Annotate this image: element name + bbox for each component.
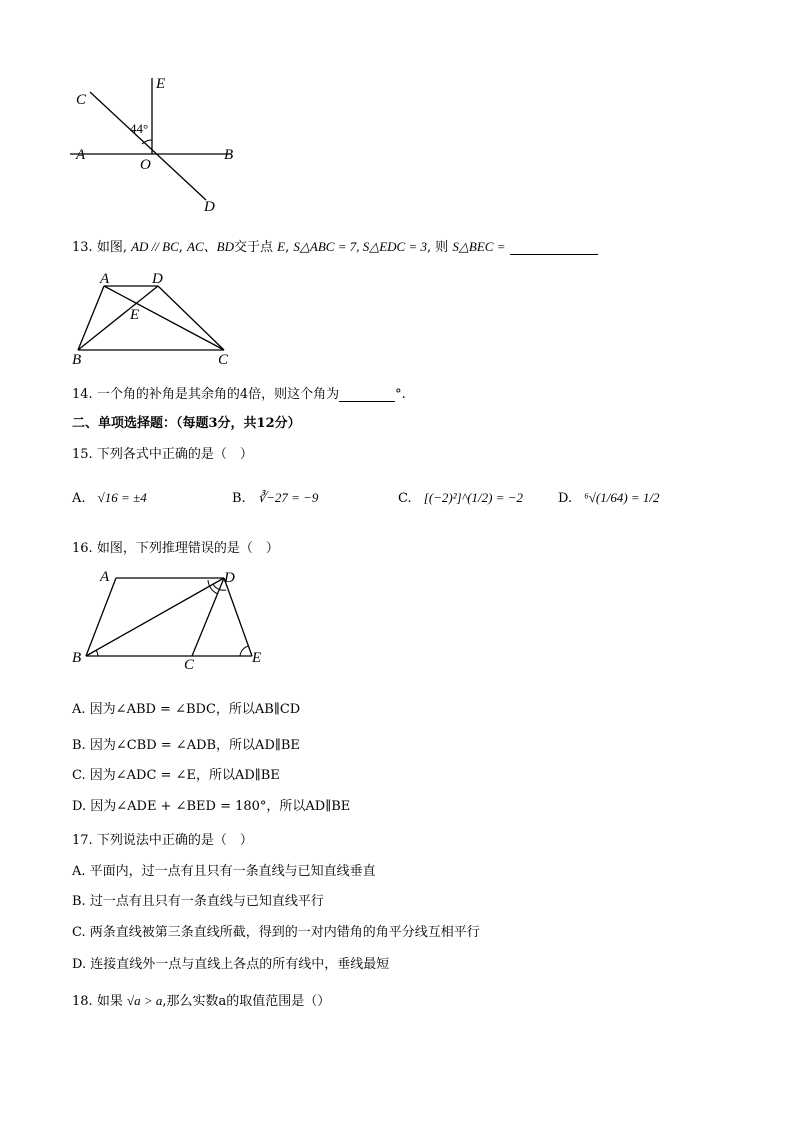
angle-label: 44° [130,121,149,136]
q14-text: 一个角的补角是其余角的4倍，则这个角为 [96,387,340,402]
option-text: 因为∠ADC = ∠E，所以AD∥BE [89,768,280,783]
label-D: D [224,570,235,586]
q14-suffix: °. [395,387,406,402]
question-18 [72,990,330,1009]
q17-option-a[interactable] [72,860,376,879]
diagonal-BD [78,286,158,350]
q15-text: 下列各式中正确的是（ ） [96,447,253,462]
segment-AB [86,578,116,656]
option-text: 因为∠CBD = ∠ADB，所以AD∥BE [89,738,300,753]
label-B: B [224,147,234,163]
label-D: D [152,271,163,287]
option-label: C. [72,925,86,940]
segment-DC [158,286,224,350]
label-C: C [184,657,195,673]
q16-option-a[interactable] [72,698,300,717]
q13-ask: S△BEC = [452,239,506,254]
label-B: B [72,650,82,666]
label-C: C [218,352,229,368]
q18-text: ,那么实数a的取值范围是（） [162,994,331,1009]
option-label: C. [72,768,86,783]
option-label: A. [72,491,86,506]
q17-option-c[interactable] [72,921,480,940]
q13-lines: AC、BD [187,239,234,254]
option-label: A. [72,702,86,717]
option-expr: ∛−27 = −9 [257,490,319,505]
q17-number: 17. [72,833,93,848]
question-13: 13. 如图, AD // BC, AC、BD交于点 E, S△ABC = 7, S△EDC = 3, 则 S△BEC = [72,236,598,255]
option-label: C. [398,491,412,506]
diagonal-AC [104,286,224,350]
figure-trapezoid-13 [68,268,238,368]
answer-blank-14[interactable] [339,401,395,402]
question-14 [72,383,406,402]
label-E: E [252,650,262,666]
option-expr: ⁶√(1/64) = 1/2 [584,490,660,505]
option-expr: [(−2)²]^(1/2) = −2 [423,490,524,505]
label-D: D [204,199,215,215]
question-15 [72,443,253,462]
label-O: O [140,157,151,173]
q13-point: E [277,239,286,254]
option-label: B. [72,894,86,909]
q16-option-d[interactable] [72,795,350,814]
segment-DE [224,578,252,656]
label-B: B [72,352,82,368]
option-expr: √16 = ±4 [97,490,147,505]
option-label: D. [72,957,87,972]
q13-mid: 交于点 [234,240,274,255]
label-A: A [76,147,86,163]
section-2-heading: 二、单项选择题：（每题3分，共12分） [72,416,301,431]
q13-comma: , [285,240,290,255]
q15-option-b[interactable] [232,490,318,506]
option-text: 两条直线被第三条直线所截，得到的一对内错角的角平分线互相平行 [89,925,480,940]
q16-option-c[interactable] [72,764,280,783]
option-text: 过一点有且只有一条直线与已知直线平行 [89,894,324,909]
q15-option-d[interactable] [558,490,660,506]
q13-number: 13. [72,240,93,255]
q16-text: 如图，下列推理错误的是（ ） [96,541,279,556]
q15-option-a[interactable] [72,490,147,506]
q13-then: , 则 [426,240,449,255]
answer-blank-13[interactable] [510,254,598,255]
q15-option-c[interactable] [398,490,523,506]
question-17 [72,829,253,848]
option-label: D. [558,491,573,506]
line-CD [90,92,206,200]
question-16 [72,537,279,556]
option-text: 平面内，过一点有且只有一条直线与已知直线垂直 [89,864,376,879]
option-label: D. [72,799,87,814]
label-A: A [100,569,110,585]
label-A: A [100,271,110,287]
angle-arc-B [96,650,98,656]
q13-parallel: AD // BC [131,239,179,254]
q14-number: 14. [72,387,93,402]
q16-number: 16. [72,541,93,556]
q17-option-b[interactable] [72,890,324,909]
q13-pre: 如图, [96,240,127,255]
option-text: 因为∠ADE + ∠BED = 180°，所以AD∥BE [90,799,351,814]
q18-number: 18. [72,994,93,1009]
q13-areas: S△ABC = 7, S△EDC = 3 [293,239,427,254]
label-E: E [156,76,166,92]
q18-pre: 如果 [96,994,123,1009]
angle-arc-E [240,646,248,656]
q17-option-d[interactable] [72,953,389,972]
option-label: B. [232,491,246,506]
option-text: 连接直线外一点与直线上各点的所有线中，垂线最短 [90,957,390,972]
option-text: 因为∠ABD = ∠BDC，所以AB∥CD [89,702,301,717]
option-label: A. [72,864,86,879]
option-label: B. [72,738,86,753]
figure-quadrilateral-16 [68,566,278,674]
q18-expr: √a > a [126,993,163,1008]
label-E: E [130,307,140,323]
q17-text: 下列说法中正确的是（ ） [96,833,253,848]
q15-number: 15. [72,447,93,462]
figure-angle-intersection [70,70,250,220]
segment-BD [86,578,224,656]
label-C: C [76,92,87,108]
q16-option-b[interactable] [72,734,300,753]
